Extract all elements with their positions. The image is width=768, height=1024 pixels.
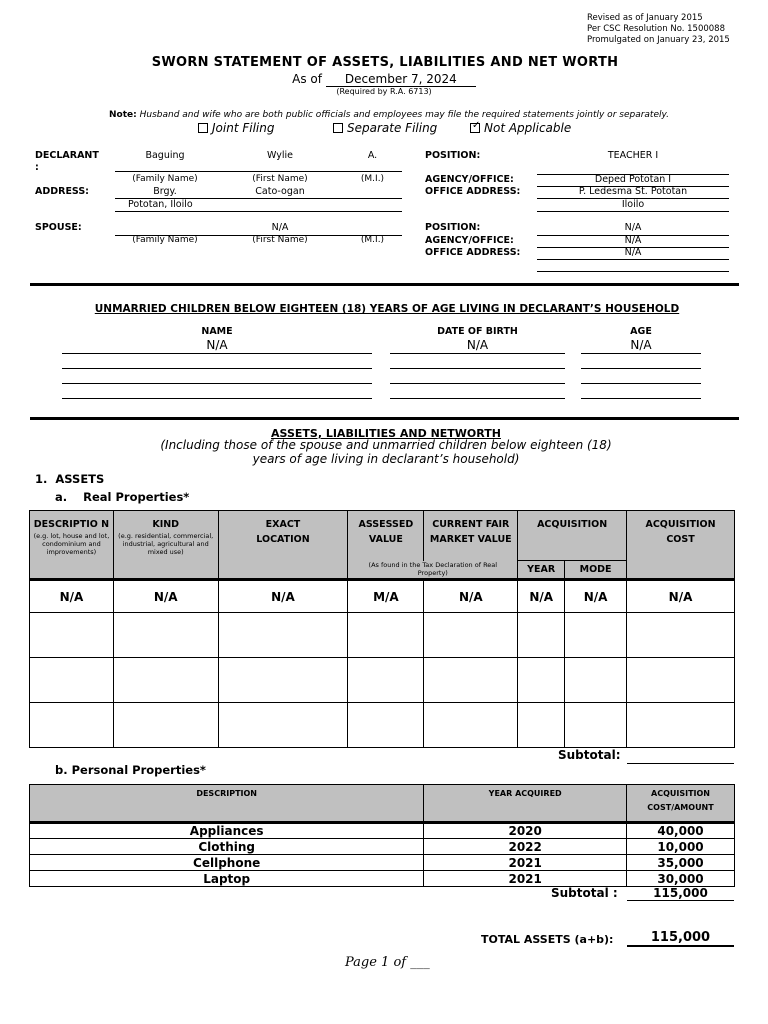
col-kind-sub: (e.g. residential, commercial, industrial, agricultural and mixed use) bbox=[118, 532, 214, 556]
table-row bbox=[30, 823, 735, 839]
spouse-label: SPOUSE: bbox=[35, 222, 82, 233]
col-location: EXACT LOCATION bbox=[218, 511, 348, 580]
empty-cell[interactable] bbox=[218, 658, 348, 703]
declarant-mi[interactable]: A. bbox=[367, 150, 378, 161]
empty-cell[interactable] bbox=[518, 703, 565, 748]
empty-cell[interactable] bbox=[30, 703, 114, 748]
col-year: YEAR bbox=[518, 561, 565, 580]
address-underline-2 bbox=[115, 211, 402, 212]
child-row-line bbox=[581, 383, 701, 384]
personal-properties-table bbox=[29, 784, 735, 887]
col-description bbox=[30, 511, 114, 580]
spouse-caption-mi: (M.I.) bbox=[360, 235, 385, 245]
pp-year-cell[interactable]: 2021 bbox=[424, 871, 627, 887]
child-row-line bbox=[62, 398, 372, 399]
child-row-line bbox=[581, 353, 701, 354]
separate-filing-label: Separate Filing bbox=[347, 121, 438, 135]
real-description-cell[interactable]: N/A bbox=[30, 580, 114, 613]
empty-cell[interactable] bbox=[348, 613, 424, 658]
spouse-office-underline-2 bbox=[537, 271, 729, 272]
real-assessed-cell[interactable]: M/A bbox=[348, 580, 424, 613]
resolution-text: Per CSC Resolution No. 1500088 bbox=[587, 24, 726, 34]
total-assets-value[interactable]: 115,000 bbox=[627, 930, 734, 947]
pp-description-cell[interactable]: Laptop bbox=[30, 871, 424, 887]
child-row-line bbox=[581, 398, 701, 399]
col-fair-market: CURRENT FAIR MARKET VALUE bbox=[424, 511, 518, 561]
address-line1[interactable]: Brgy. bbox=[153, 186, 177, 197]
table-row bbox=[30, 703, 735, 748]
child-row-line bbox=[62, 353, 372, 354]
real-properties-heading: a. Real Properties* bbox=[55, 490, 190, 504]
section-divider-1 bbox=[30, 283, 739, 286]
joint-filing-option[interactable] bbox=[198, 121, 274, 135]
joint-filing-label: Joint Filing bbox=[212, 121, 275, 135]
col-description-sub: (e.g. lot, house and lot, condominium and improvements) bbox=[33, 532, 110, 556]
empty-cell[interactable] bbox=[518, 658, 565, 703]
child-row-line bbox=[390, 368, 565, 369]
real-location-cell[interactable]: N/A bbox=[218, 580, 348, 613]
pp-year-cell[interactable]: 2020 bbox=[424, 823, 627, 839]
pp-cost-cell[interactable]: 40,000 bbox=[627, 823, 735, 839]
col-value-note bbox=[348, 561, 518, 580]
child-row-line bbox=[581, 368, 701, 369]
children-col-name: NAME bbox=[201, 326, 233, 337]
child-row-line bbox=[62, 383, 372, 384]
caption-family-name: (Family Name) bbox=[132, 174, 198, 184]
col-assessed: ASSESSED VALUE bbox=[348, 511, 424, 561]
real-fair-market-cell[interactable]: N/A bbox=[424, 580, 518, 613]
spouse-name[interactable]: N/A bbox=[271, 222, 289, 233]
pp-cost-cell[interactable]: 10,000 bbox=[627, 839, 735, 855]
address-label: ADDRESS: bbox=[35, 186, 89, 197]
not-applicable-checkbox[interactable] bbox=[470, 123, 480, 133]
col-description-label: DESCRIPTIO N bbox=[33, 519, 110, 530]
real-properties-table bbox=[29, 510, 735, 748]
personal-subtotal-label: Subtotal : bbox=[551, 886, 618, 900]
revision-note bbox=[587, 13, 730, 46]
child-row-line bbox=[62, 368, 372, 369]
real-subtotal-line[interactable] bbox=[627, 763, 734, 764]
address-line2[interactable]: Pototan, Iloilo bbox=[128, 199, 193, 210]
pp-description-cell[interactable]: Clothing bbox=[30, 839, 424, 855]
position-label: POSITION: bbox=[425, 150, 481, 161]
spouse-office-address-label: OFFICE ADDRESS: bbox=[425, 247, 521, 258]
empty-cell[interactable] bbox=[113, 613, 218, 658]
empty-cell[interactable] bbox=[627, 613, 735, 658]
address-line1b[interactable]: Cato-ogan bbox=[255, 186, 305, 197]
child-row-line bbox=[390, 398, 565, 399]
empty-cell[interactable] bbox=[518, 613, 565, 658]
agency-value[interactable]: Deped Pototan I bbox=[594, 174, 672, 185]
empty-cell[interactable] bbox=[30, 613, 114, 658]
caption-mi: (M.I.) bbox=[360, 174, 385, 184]
empty-cell[interactable] bbox=[424, 703, 518, 748]
table-row bbox=[30, 613, 735, 658]
col-acquisition-cost: ACQUISITION COST bbox=[627, 511, 735, 580]
children-col-age: AGE bbox=[630, 326, 652, 337]
office-address-underline-2 bbox=[537, 211, 729, 212]
empty-cell[interactable] bbox=[348, 658, 424, 703]
empty-cell[interactable] bbox=[30, 658, 114, 703]
document-title: SWORN STATEMENT OF ASSETS, LIABILITIES AND NET WORTH bbox=[151, 55, 619, 70]
child-age[interactable]: N/A bbox=[630, 338, 652, 352]
empty-cell[interactable] bbox=[565, 658, 627, 703]
empty-cell[interactable] bbox=[113, 658, 218, 703]
pp-description-cell[interactable]: Appliances bbox=[30, 823, 424, 839]
empty-cell[interactable] bbox=[424, 613, 518, 658]
empty-cell[interactable] bbox=[218, 613, 348, 658]
real-subtotal-label: Subtotal: bbox=[558, 748, 621, 762]
office-address-label: OFFICE ADDRESS: bbox=[425, 186, 521, 197]
empty-cell[interactable] bbox=[627, 658, 735, 703]
spouse-office-address-value[interactable]: N/A bbox=[624, 247, 642, 258]
assets-heading: 1. ASSETS bbox=[35, 472, 105, 486]
table-row bbox=[30, 871, 735, 887]
empty-cell[interactable] bbox=[113, 703, 218, 748]
empty-cell[interactable] bbox=[218, 703, 348, 748]
col-value-sub: (As found in the Tax Declaration of Real Property) bbox=[368, 561, 498, 578]
spouse-agency-label: AGENCY/OFFICE: bbox=[425, 235, 514, 246]
pp-col-year: YEAR ACQUIRED bbox=[424, 785, 627, 823]
children-col-dob: DATE OF BIRTH bbox=[437, 326, 518, 337]
personal-subtotal-value[interactable]: 115,000 bbox=[627, 886, 734, 901]
personal-properties-heading: b. Personal Properties* bbox=[55, 763, 206, 777]
agency-label: AGENCY/OFFICE: bbox=[425, 174, 514, 185]
empty-cell[interactable] bbox=[424, 658, 518, 703]
office-address-value2[interactable]: Iloilo bbox=[621, 199, 645, 210]
real-year-cell[interactable]: N/A bbox=[518, 580, 565, 613]
position-value[interactable]: TEACHER I bbox=[607, 150, 659, 161]
total-assets-label: TOTAL ASSETS (a+b): bbox=[481, 933, 614, 946]
pp-col-description: DESCRIPTION bbox=[30, 785, 424, 823]
spouse-agency-value[interactable]: N/A bbox=[624, 235, 642, 246]
page-number: Page 1 of ___ bbox=[345, 955, 430, 970]
spouse-position-value[interactable]: N/A bbox=[624, 222, 642, 233]
declarant-family-name[interactable]: Baguing bbox=[145, 150, 185, 161]
not-applicable-label: Not Applicable bbox=[484, 121, 572, 135]
empty-cell[interactable] bbox=[348, 703, 424, 748]
real-cost-cell[interactable]: N/A bbox=[627, 580, 735, 613]
required-by: (Required by R.A. 6713) bbox=[336, 87, 432, 96]
as-of-date[interactable]: December 7, 2024 bbox=[326, 72, 476, 87]
spouse-caption-family: (Family Name) bbox=[132, 235, 198, 245]
real-mode-cell[interactable]: N/A bbox=[565, 580, 627, 613]
separate-filing-checkbox[interactable] bbox=[333, 123, 343, 133]
pp-year-cell[interactable]: 2021 bbox=[424, 855, 627, 871]
table-row bbox=[30, 580, 735, 613]
real-kind-cell[interactable]: N/A bbox=[113, 580, 218, 613]
child-name[interactable]: N/A bbox=[206, 338, 228, 352]
pp-cost-cell[interactable]: 30,000 bbox=[627, 871, 735, 887]
joint-filing-checkbox[interactable] bbox=[198, 123, 208, 133]
alnw-subheading-1: (Including those of the spouse and unmarried children below eighteen (18) bbox=[160, 438, 612, 452]
child-dob[interactable]: N/A bbox=[466, 338, 489, 352]
revised-text: Revised as of January 2015 bbox=[587, 13, 703, 23]
empty-cell[interactable] bbox=[627, 703, 735, 748]
note-line bbox=[0, 110, 768, 120]
alnw-subheading-2: years of age living in declarant’s household) bbox=[252, 452, 520, 466]
pp-cost-cell[interactable]: 35,000 bbox=[627, 855, 735, 871]
caption-first-name: (First Name) bbox=[252, 174, 308, 184]
alnw-heading: ASSETS, LIABILITIES AND NETWORTH bbox=[271, 427, 501, 440]
table-row bbox=[30, 855, 735, 871]
not-applicable-option[interactable] bbox=[470, 121, 571, 135]
declarant-name-underline bbox=[115, 171, 402, 172]
table-row bbox=[30, 658, 735, 703]
spouse-caption-first: (First Name) bbox=[252, 235, 308, 245]
declarant-label: DECLARANT : bbox=[35, 150, 99, 173]
promulgated-text: Promulgated on January 23, 2015 bbox=[587, 35, 730, 45]
pp-description-cell[interactable]: Cellphone bbox=[30, 855, 424, 871]
col-kind-label: KIND bbox=[152, 519, 180, 530]
section-divider-2 bbox=[30, 417, 739, 420]
spouse-position-label: POSITION: bbox=[425, 222, 481, 233]
col-kind bbox=[113, 511, 218, 580]
pp-year-cell[interactable]: 2022 bbox=[424, 839, 627, 855]
note-label: Note: bbox=[109, 110, 137, 120]
child-row-line bbox=[390, 353, 565, 354]
children-heading: UNMARRIED CHILDREN BELOW EIGHTEEN (18) YEARS OF AGE LIVING IN DECLARANT’S HOUSEHOLD bbox=[94, 303, 680, 315]
note-text: Husband and wife who are both public officials and employees may file the required statements jointly or separately. bbox=[139, 110, 669, 120]
as-of-label: As of bbox=[292, 72, 322, 86]
col-mode: MODE bbox=[565, 561, 627, 580]
child-row-line bbox=[390, 383, 565, 384]
office-address-value1[interactable]: P. Ledesma St. Pototan bbox=[578, 186, 688, 197]
declarant-first-name[interactable]: Wylie bbox=[267, 150, 293, 161]
col-acquisition: ACQUISITION bbox=[518, 511, 627, 561]
table-row bbox=[30, 839, 735, 855]
empty-cell[interactable] bbox=[565, 613, 627, 658]
separate-filing-option[interactable] bbox=[333, 121, 437, 135]
as-of-line bbox=[0, 72, 768, 87]
spouse-office-underline-1 bbox=[537, 259, 729, 260]
pp-col-cost: ACQUISITION COST/AMOUNT bbox=[627, 785, 735, 823]
empty-cell[interactable] bbox=[565, 703, 627, 748]
